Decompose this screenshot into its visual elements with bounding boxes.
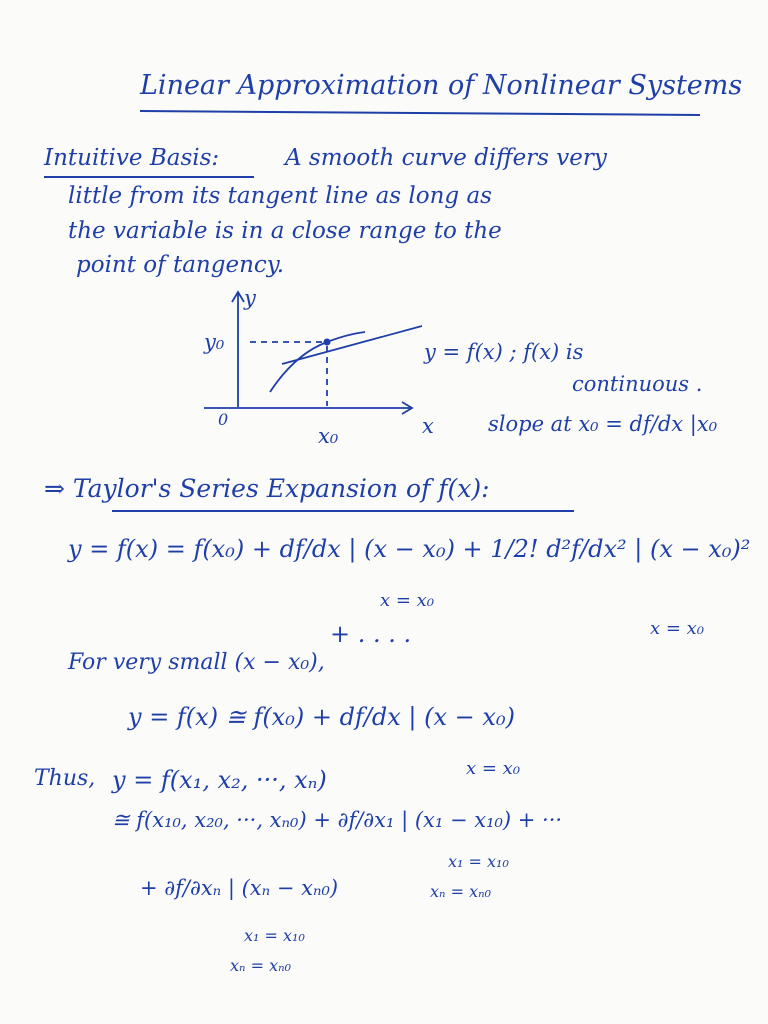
intro-line-2: little from its tangent line as long as [68, 183, 492, 209]
graph-x0-label: x₀ [318, 424, 339, 448]
graph-curve [270, 332, 365, 392]
multivariable-eval-point-1: x₁ = x₁₀ [448, 852, 509, 871]
taylor-eval-point-2: x = x₀ [650, 618, 705, 639]
page-title: Linear Approximation of Nonlinear Systems [140, 70, 743, 101]
title-underline [140, 110, 700, 116]
small-deviation-note: For very small (x − x₀), [68, 650, 325, 675]
taylor-heading-underline [112, 510, 574, 512]
multivariable-expansion-line-2: + ∂f/∂xₙ | (xₙ − xₙ₀) [140, 876, 339, 900]
taylor-heading: ⇒ Taylor's Series Expansion of f(x): [44, 474, 490, 503]
linear-approximation-equation: y = f(x) ≅ f(x₀) + df/dx | (x − x₀) [128, 703, 515, 731]
multivariable-function: y = f(x₁, x₂, ···, xₙ) [112, 766, 327, 794]
intro-line-4: point of tangency. [76, 252, 285, 278]
graph-continuous-label: continuous . [572, 372, 703, 396]
multivariable-eval-point-2: xₙ = xₙ₀ [430, 882, 492, 901]
linear-approx-eval-point: x = x₀ [466, 758, 521, 779]
multivariable-expansion-line-1: ≅ f(x₁₀, x₂₀, ···, xₙ₀) + ∂f/∂x₁ | (x₁ − x₁₀) + ··· [112, 808, 563, 832]
intro-line-3: the variable is in a close range to the [68, 218, 502, 244]
graph-tangent-point [324, 339, 331, 346]
graph-origin-label: 0 [218, 410, 229, 429]
intro-line-1: A smooth curve differs very [285, 145, 607, 171]
multivariable-eval-point-3: x₁ = x₁₀ [244, 926, 305, 945]
thus-label: Thus, [34, 766, 96, 791]
graph-function-label: y = f(x) ; f(x) is [424, 340, 584, 364]
taylor-eval-point-1: x = x₀ [380, 590, 435, 611]
graph-slope-label: slope at x₀ = df/dx |x₀ [488, 412, 718, 436]
graph-y0-label: y₀ [204, 330, 225, 354]
taylor-equation: y = f(x) = f(x₀) + df/dx | (x − x₀) + 1/2! d²f/dx² | (x − x₀)² [68, 535, 751, 563]
graph-x-axis-label: x [422, 414, 434, 438]
taylor-continuation: + . . . . [330, 620, 412, 648]
intro-label: Intuitive Basis: [44, 145, 220, 171]
multivariable-eval-point-4: xₙ = xₙ₀ [230, 956, 292, 975]
graph-tangent-line [282, 326, 422, 364]
intro-label-underline [44, 176, 254, 178]
graph-y-axis-label: y [244, 286, 256, 310]
